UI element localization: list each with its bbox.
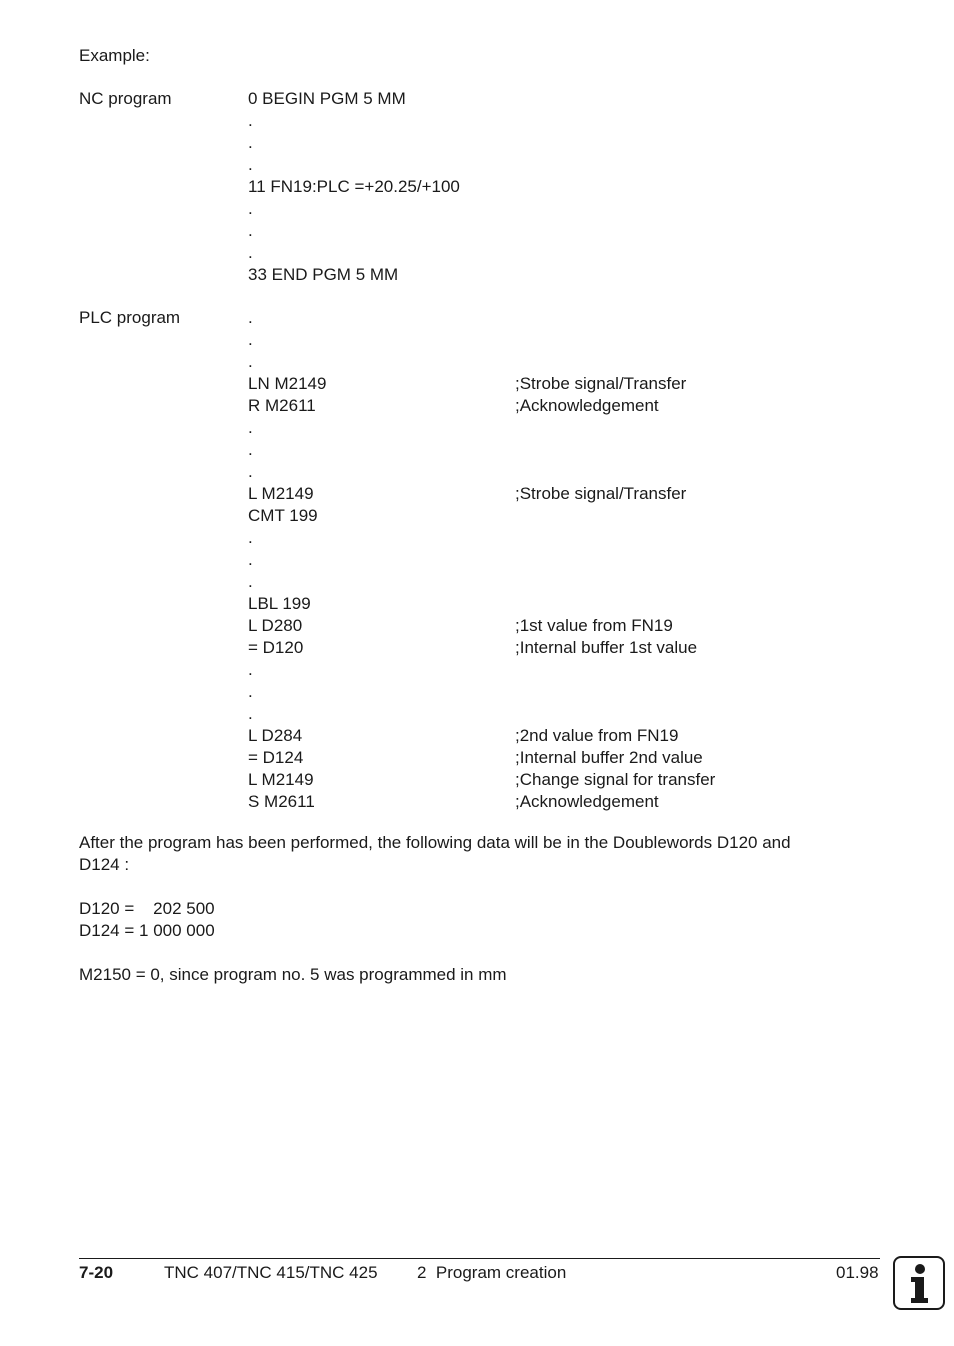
- plc-ellipsis-dot: .: [248, 528, 253, 547]
- nc-ellipsis-dot: .: [248, 111, 253, 130]
- footer-date: 01.98: [836, 1263, 879, 1282]
- plc-code-line: LN M2149: [248, 374, 327, 393]
- plc-code-line: L M2149: [248, 484, 314, 503]
- plc-ellipsis-dot: .: [248, 462, 253, 481]
- plc-code-line: S M2611: [248, 792, 315, 811]
- nc-ellipsis-dot: .: [248, 221, 253, 240]
- plc-ellipsis-dot: .: [248, 704, 253, 723]
- nc-code-line: 0 BEGIN PGM 5 MM: [248, 89, 406, 108]
- nc-ellipsis-dot: .: [248, 155, 253, 174]
- plc-comment: ;Strobe signal/Transfer: [515, 484, 687, 503]
- plc-ellipsis-dot: .: [248, 330, 253, 349]
- plc-code-line: = D120: [248, 638, 304, 657]
- plc-code-line: L D280: [248, 616, 303, 635]
- plc-comment: ;Strobe signal/Transfer: [515, 374, 687, 393]
- plc-ellipsis-dot: .: [248, 572, 253, 591]
- plc-comment: ;Internal buffer 1st value: [515, 638, 698, 657]
- plc-code-line: L D284: [248, 726, 303, 745]
- plc-comment: ;1st value from FN19: [515, 616, 673, 635]
- plc-comment: ;Acknowledgement: [515, 792, 659, 811]
- after-text-line-1: After the program has been performed, the following data will be in the Doublewords D120 and: [79, 833, 791, 852]
- footer-page-number: 7-20: [79, 1263, 114, 1282]
- plc-ellipsis-dot: .: [248, 440, 253, 459]
- nc-ellipsis-dot: .: [248, 243, 253, 262]
- plc-code-line: LBL 199: [248, 594, 311, 613]
- plc-code-line: = D124: [248, 748, 304, 767]
- plc-comment: ;2nd value from FN19: [515, 726, 679, 745]
- nc-program-label: NC program: [79, 89, 172, 108]
- plc-code-line: CMT 199: [248, 506, 318, 525]
- nc-ellipsis-dot: .: [248, 133, 253, 152]
- nc-code-line: 33 END PGM 5 MM: [248, 265, 399, 284]
- plc-code-line: R M2611: [248, 396, 316, 415]
- plc-comment: ;Change signal for transfer: [515, 770, 716, 789]
- plc-comment: ;Internal buffer 2nd value: [515, 748, 703, 767]
- plc-code-line: L M2149: [248, 770, 314, 789]
- nc-code-line: 11 FN19:PLC =+20.25/+100: [248, 177, 460, 196]
- result-d120: D120 = 202 500: [79, 899, 215, 918]
- example-label: Example:: [79, 46, 150, 65]
- after-text-line-2: D124 :: [79, 855, 130, 874]
- footer-rule: [79, 1258, 880, 1259]
- m2150-note: M2150 = 0, since program no. 5 was programmed in mm: [79, 965, 507, 984]
- plc-ellipsis-dot: .: [248, 660, 253, 679]
- info-icon: [893, 1256, 945, 1310]
- plc-ellipsis-dot: .: [248, 352, 253, 371]
- plc-ellipsis-dot: .: [248, 308, 253, 327]
- plc-ellipsis-dot: .: [248, 682, 253, 701]
- plc-ellipsis-dot: .: [248, 550, 253, 569]
- nc-ellipsis-dot: .: [248, 199, 253, 218]
- plc-program-label: PLC program: [79, 308, 181, 327]
- plc-ellipsis-dot: .: [248, 418, 253, 437]
- footer-chapter: 2 Program creation: [417, 1263, 567, 1282]
- plc-comment: ;Acknowledgement: [515, 396, 659, 415]
- result-d124: D124 = 1 000 000: [79, 921, 215, 940]
- footer-product: TNC 407/TNC 415/TNC 425: [164, 1263, 378, 1282]
